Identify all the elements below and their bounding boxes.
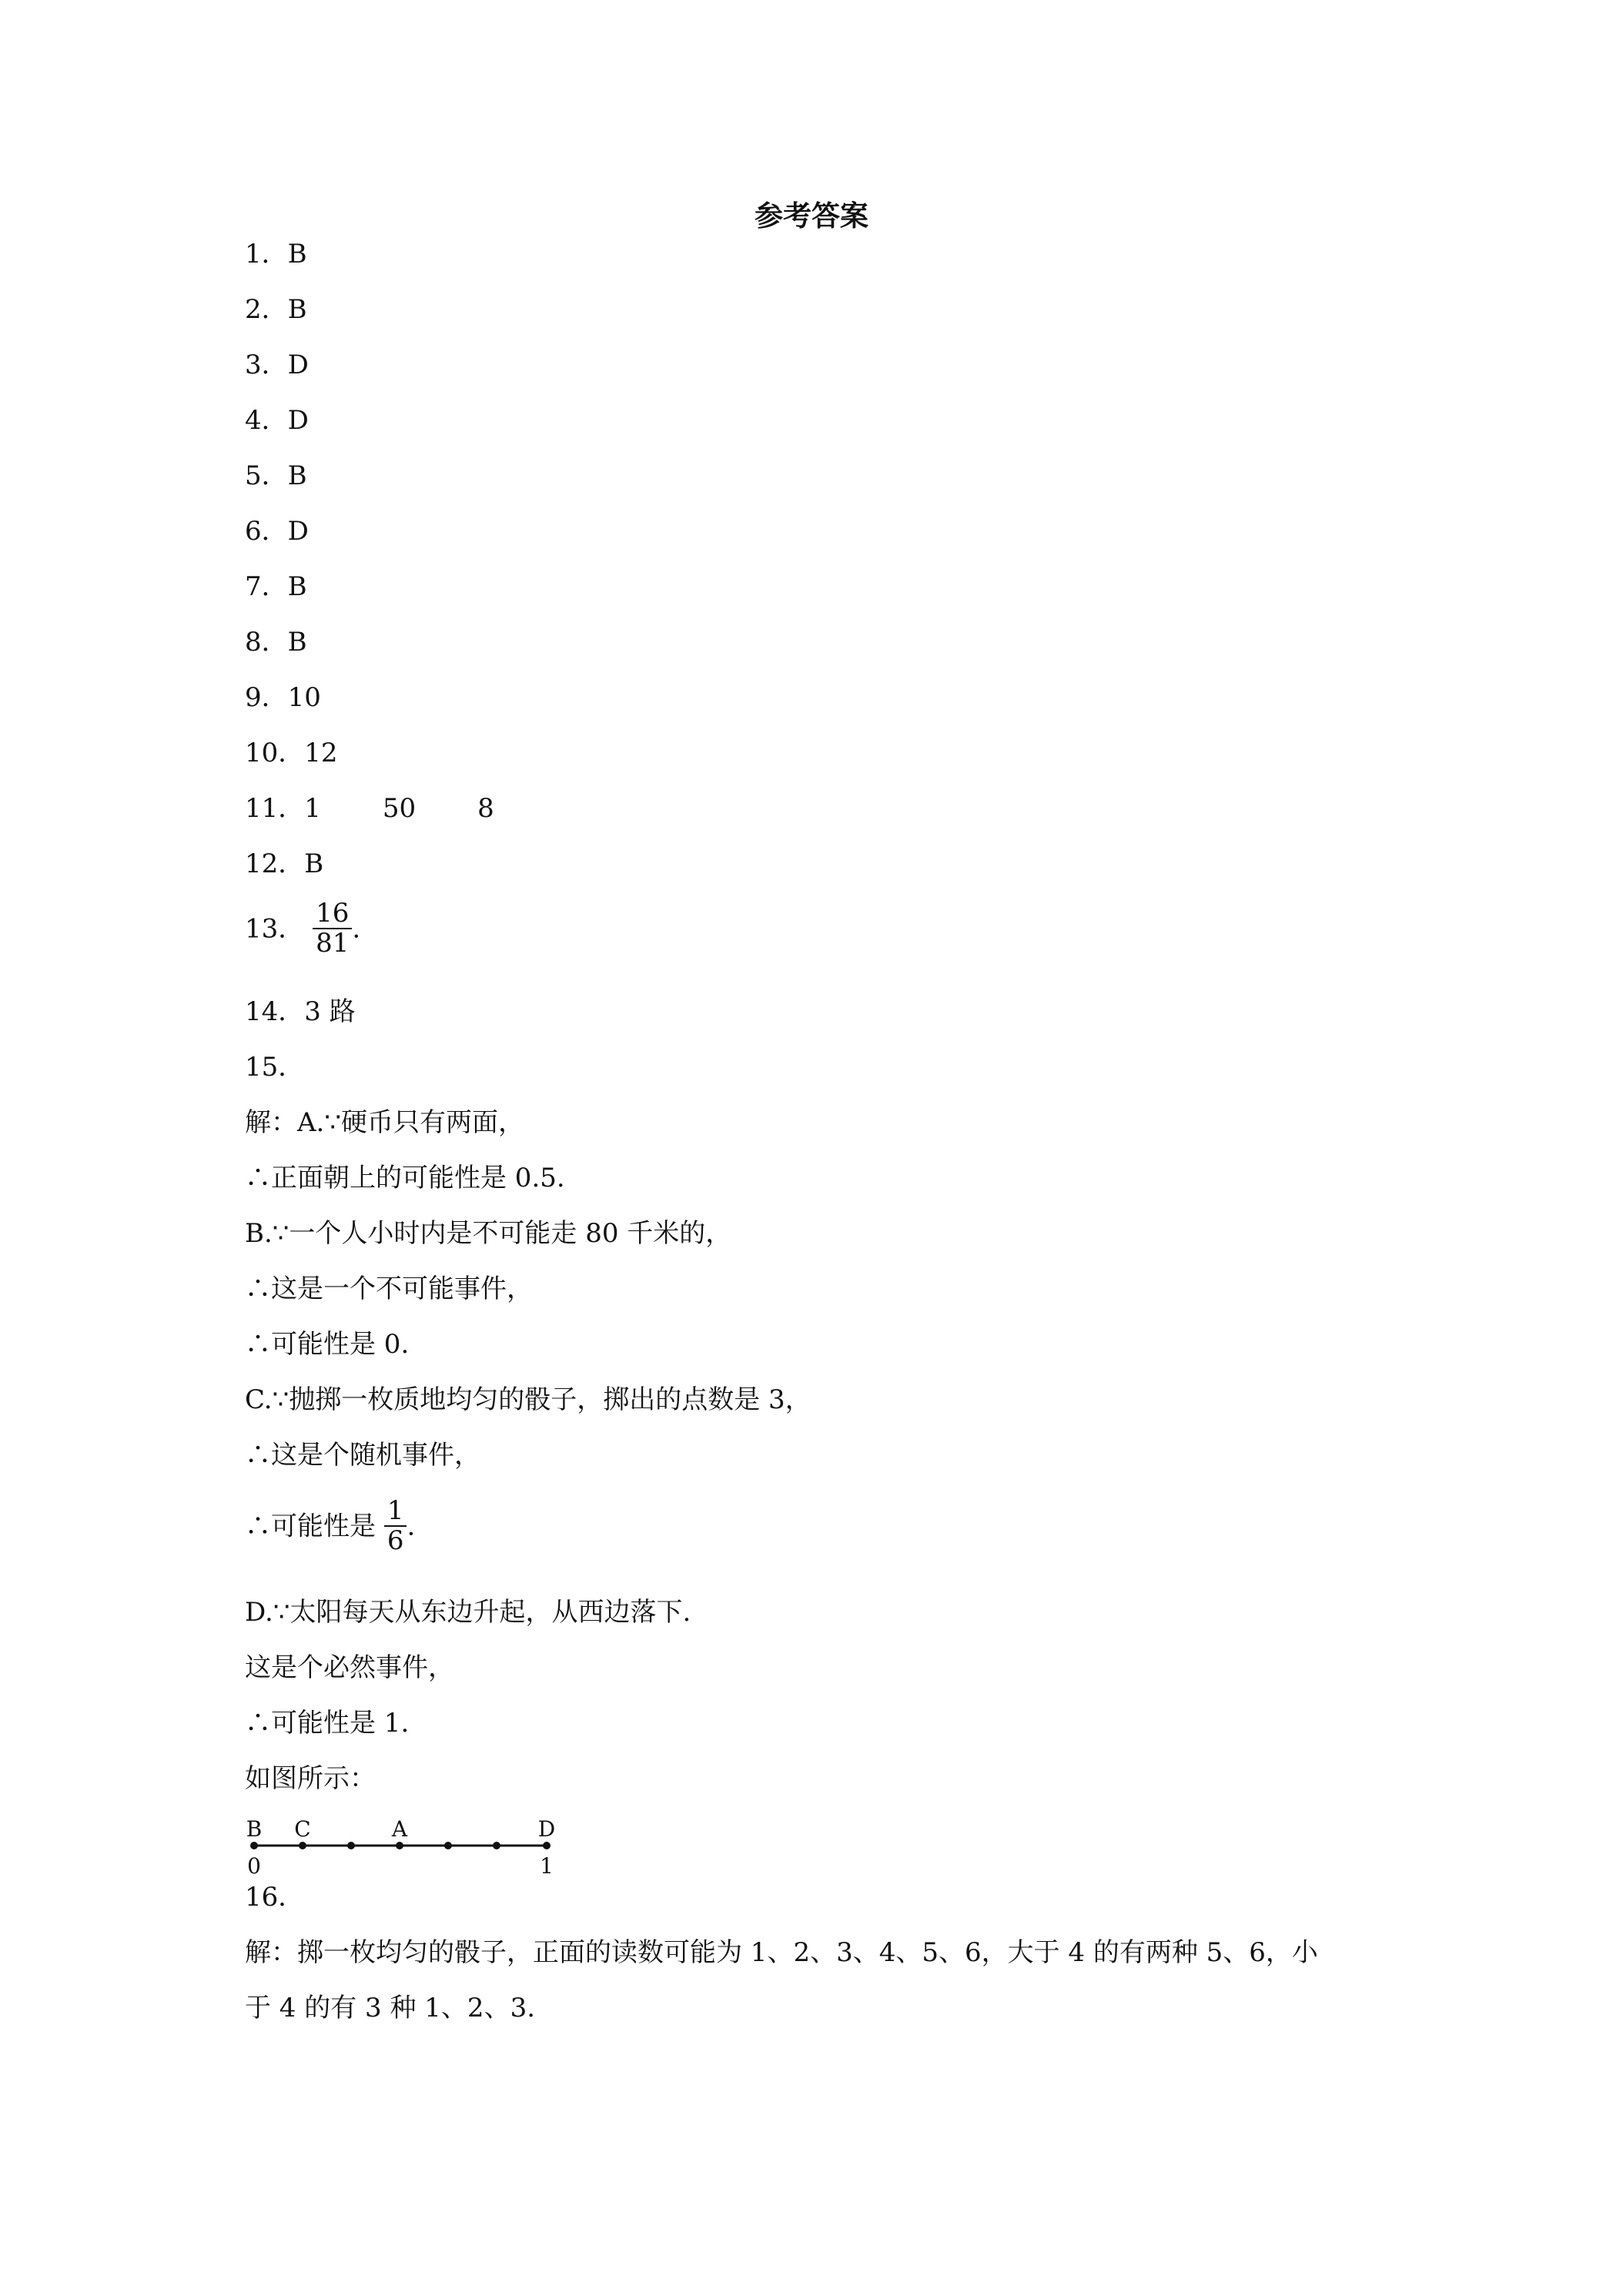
answer-text: D (287, 350, 309, 380)
answer-number: 15． (245, 1052, 305, 1083)
answer-line-15 (245, 1046, 304, 1089)
answer-number: 12． (245, 848, 305, 879)
answer-line-16 (245, 1876, 304, 1919)
answer-number: 3． (245, 350, 288, 380)
page-title: 参考答案 (755, 199, 868, 233)
answer-number: 4． (245, 405, 288, 436)
number-line-label-a: A (391, 1816, 408, 1842)
answer-text: B (287, 294, 307, 325)
solution-line-fraction (245, 1497, 415, 1556)
answer-number: 10． (245, 738, 305, 768)
answer-line-6 (245, 510, 309, 553)
answer-line-4 (245, 399, 309, 442)
solution-line: B.∵一个人小时内是不可能走 80 千米的， (245, 1218, 732, 1249)
answer-number: 6． (245, 516, 288, 547)
number-line-point (347, 1842, 355, 1849)
answer-text: 3 路 (304, 996, 356, 1027)
fraction-1-6 (384, 1497, 407, 1556)
answer-text: B (287, 460, 307, 491)
number-line-label-0: 0 (247, 1853, 261, 1879)
answer-part: 1 (304, 793, 321, 824)
answer-text: 12 (304, 738, 338, 768)
solution-line: ∴正面朝上的可能性是 0.5. (245, 1163, 565, 1193)
answer-line-14 (245, 990, 356, 1033)
answer-line-11 (245, 787, 494, 830)
solution-line: ∴这是一个不可能事件， (245, 1274, 533, 1304)
solution-line: D.∵太阳每天从东边升起，从西边落下. (245, 1597, 691, 1628)
answer-text: B (287, 627, 307, 658)
answer-line-12 (245, 842, 323, 885)
fraction-prefix: ∴可能性是 (245, 1511, 376, 1542)
number-line-label-1: 1 (540, 1853, 554, 1879)
answer-number: 16． (245, 1882, 305, 1913)
answer-number: 13． (245, 913, 305, 945)
solution-line: ∴这是个随机事件， (245, 1440, 480, 1471)
answer-line-2 (245, 288, 307, 331)
solution-line: 解：掷一枚均匀的骰子，正面的读数可能为 1、2、3、4、5、6，大于 4 的有两种 5、6，小 (245, 1937, 1318, 1968)
fraction-16-81 (313, 899, 352, 959)
answer-line-7 (245, 565, 307, 608)
solution-line: 于 4 的有 3 种 1、2、3. (245, 1993, 536, 2023)
fraction-numerator: 1 (387, 1495, 404, 1526)
number-line-point (396, 1842, 403, 1849)
number-line-label-d: D (537, 1816, 556, 1842)
number-line-label-c: C (294, 1816, 311, 1842)
answer-line-10 (245, 731, 338, 775)
answer-text: B (287, 571, 307, 602)
solution-line: C.∵抛掷一枚质地均匀的骰子，掷出的点数是 3， (245, 1384, 812, 1415)
number-line-point (444, 1842, 452, 1849)
number-line-point (493, 1842, 500, 1849)
fraction-numerator: 16 (316, 898, 350, 929)
fraction-suffix: . (352, 913, 361, 945)
answer-number: 8． (245, 627, 288, 658)
answer-part: 50 (382, 793, 417, 824)
answer-line-3 (245, 343, 309, 387)
answer-text: B (304, 848, 324, 879)
solution-line: 如图所示： (245, 1763, 376, 1794)
answer-number: 7． (245, 571, 288, 602)
answer-number: 11． (245, 793, 305, 824)
number-line-label-b: B (246, 1816, 263, 1842)
answer-number: 5． (245, 460, 288, 491)
answer-line-13 (245, 899, 360, 959)
number-line-point (299, 1842, 306, 1849)
fraction-denominator: 6 (384, 1525, 407, 1555)
answer-number: 1． (245, 239, 288, 269)
solution-line: ∴可能性是 1. (245, 1708, 410, 1739)
number-line-diagram (245, 1813, 568, 1883)
solution-line: 这是个必然事件， (245, 1652, 454, 1683)
answer-number: 9． (245, 682, 288, 713)
answer-line-5 (245, 454, 307, 497)
number-line-point (543, 1842, 550, 1849)
fraction-suffix: . (407, 1511, 416, 1542)
answer-line-9 (245, 676, 321, 719)
fraction-denominator: 81 (313, 928, 352, 958)
answer-line-1 (245, 233, 307, 276)
answer-text: D (287, 516, 309, 547)
answer-part: 8 (477, 793, 494, 824)
answer-text: 10 (287, 682, 321, 713)
answer-number: 2． (245, 294, 288, 325)
number-line-point (250, 1842, 258, 1849)
solution-line: 解：A.∵硬币只有两面， (245, 1107, 524, 1138)
answer-number: 14． (245, 996, 305, 1027)
answer-text: D (287, 405, 309, 436)
solution-line: ∴可能性是 0. (245, 1329, 410, 1360)
answer-text: B (287, 239, 307, 269)
answer-line-8 (245, 621, 307, 664)
